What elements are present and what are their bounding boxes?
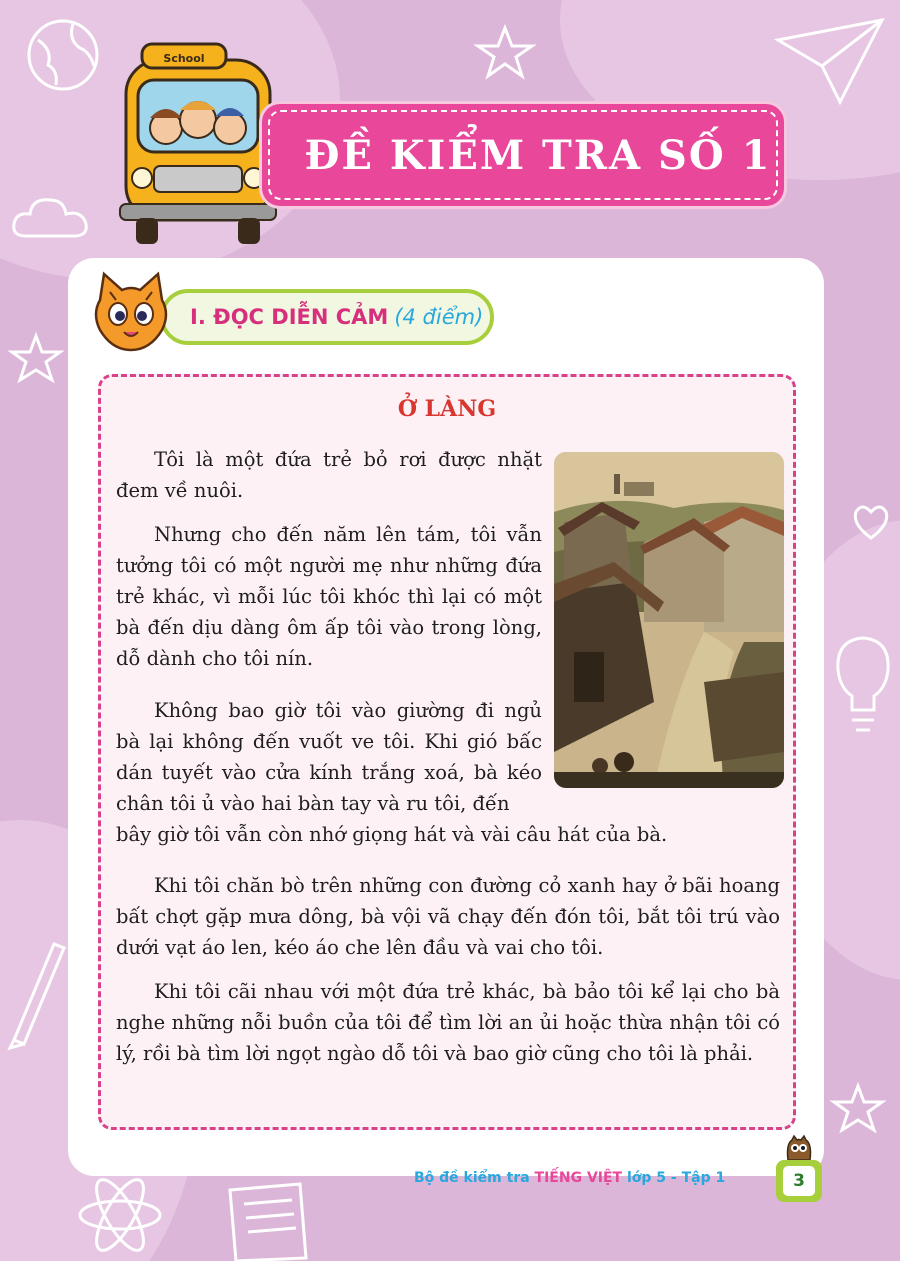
section-header	[160, 289, 494, 345]
cat-mascot-icon	[90, 270, 172, 356]
cloud-doodle-icon	[8, 190, 98, 250]
village-illustration	[554, 452, 784, 788]
page-number: 3	[783, 1166, 815, 1196]
star-doodle-icon	[826, 1080, 890, 1140]
book-title-suffix: lớp 5 - Tập 1	[622, 1170, 726, 1186]
heart-doodle-icon	[848, 500, 894, 544]
paper-plane-doodle-icon	[770, 10, 890, 110]
globe-doodle-icon	[18, 10, 108, 100]
star-doodle-icon	[4, 330, 68, 390]
bus-sign: School	[163, 52, 205, 65]
book-title-prefix: Bộ đề kiểm tra	[414, 1170, 535, 1186]
story-paragraph: Khi tôi chăn bò trên những con đường cỏ xanh hay ở bãi hoang bất chợt gặp mưa dông, bà vội vã chạy đến đón tôi, bắt tôi trú vào dưới vạt áo len, kéo áo che lên đầu và vai cho tôi.	[116, 874, 780, 959]
story-paragraph: bây giờ tôi vẫn còn nhớ giọng hát và vài câu hát của bà.	[116, 823, 668, 846]
notebook-doodle-icon	[220, 1180, 310, 1261]
book-title-subject: TIẾNG VIỆT	[534, 1170, 623, 1186]
section-points: (4 điểm)	[394, 305, 484, 329]
lightbulb-doodle-icon	[826, 630, 900, 740]
page-number-badge	[776, 1160, 822, 1202]
story-title: Ở LÀNG	[397, 396, 497, 422]
title-banner	[262, 104, 784, 206]
atom-doodle-icon	[70, 1170, 170, 1260]
story-paragraph: Không bao giờ tôi vào giường đi ngủ bà lại không đến vuốt ve tôi. Khi gió bấc dán tuyết vào cửa kính trắng xoá, bà kéo chân tôi ủ vào hai bàn tay và ru tôi, đến	[116, 699, 542, 815]
pencil-doodle-icon	[0, 930, 70, 1050]
section-label: I. ĐỌC DIỄN CẢM	[190, 305, 389, 329]
book-title	[414, 1170, 725, 1186]
story-paragraph: Khi tôi cãi nhau với một đứa trẻ khác, bà bảo tôi kể lại cho bà nghe những nỗi buồn của tôi để tìm lời an ủi hoặc thừa nhận tôi có lý, rồi bà tìm lời ngọt ngào dỗ tôi và bao giờ cũng cho tôi là phải.	[116, 980, 780, 1065]
story-paragraph: Nhưng cho đến năm lên tám, tôi vẫn tưởng tôi có một người mẹ như những đứa trẻ khác, vì mỗi lúc tôi khóc thì lại có một bà đến dịu dàng ôm ấp tôi vào trong lòng, dỗ dành cho tôi nín.	[116, 523, 542, 670]
star-doodle-icon	[470, 22, 540, 82]
story-paragraph: Tôi là một đứa trẻ bỏ rơi được nhặt đem về nuôi.	[116, 448, 542, 502]
school-bus-icon	[108, 40, 288, 250]
page-title: ĐỀ KIỂM TRA SỐ 1	[304, 131, 772, 179]
